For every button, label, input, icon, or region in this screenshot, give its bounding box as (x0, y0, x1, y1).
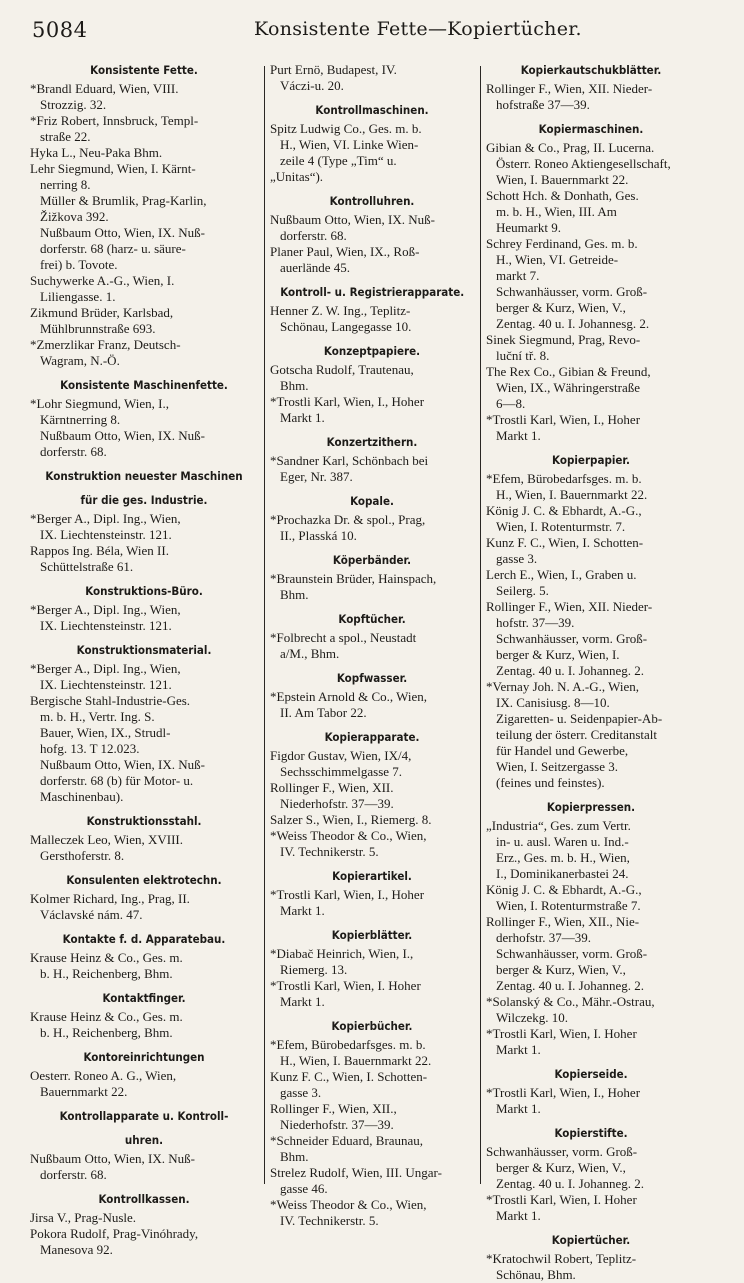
entry-line: *Lohr Siegmund, Wien, I., (30, 396, 169, 411)
entry-line: Wien, I. Rotenturmstr. 7. (496, 519, 626, 534)
category-heading: Konstruktionsmaterial. (76, 643, 212, 657)
entry-line: Schönau, Bhm. (496, 1267, 576, 1282)
entry-line: *Solanský & Co., Mähr.-Ostrau, (486, 994, 655, 1009)
entry-line: Bhm. (280, 1149, 309, 1164)
entry-line: Planer Paul, Wien, IX., Roß- (270, 244, 420, 259)
entry-line: Heumarkt 9. (496, 220, 561, 235)
entry-line: Schüttelstraße 61. (40, 559, 134, 574)
entry-line: *Efem, Bürobedarfsges. m. b. (486, 471, 642, 486)
entry-line: IV. Technikerstr. 5. (280, 844, 379, 859)
entry-line: Schott Hch. & Donhath, Ges. (486, 188, 639, 203)
entry-line: gasse 46. (280, 1181, 328, 1196)
category-heading: Kontrollkassen. (98, 1192, 190, 1206)
entry-line: Markt 1. (280, 410, 325, 425)
category-heading: Kopftücher. (338, 612, 406, 626)
category-heading: Kopierseide. (554, 1067, 628, 1081)
entry-line: *Friz Robert, Innsbruck, Templ- (30, 113, 199, 128)
entry-line: Markt 1. (496, 1042, 541, 1057)
entry-line: *Berger A., Dipl. Ing., Wien, (30, 511, 181, 526)
entry-line: Purt Ernö, Budapest, IV. (270, 62, 397, 77)
entry-line: dorferstr. 68 (harz- u. säure- (40, 241, 186, 256)
entry-line: König J. C. & Ebhardt, A.-G., (486, 503, 642, 518)
entry-line: *Trostli Karl, Wien, I., Hoher (486, 412, 641, 427)
directory-column-1 (30, 62, 258, 1257)
entry-line: Salzer S., Wien, I., Riemerg. 8. (270, 812, 432, 827)
entry-line: *Weiss Theodor & Co., Wien, (270, 1197, 427, 1212)
category-heading: Kontrollapparate u. Kontroll- (59, 1109, 229, 1123)
entry-line: *Trostli Karl, Wien, I. Hoher (270, 978, 421, 993)
entry-line: Eger, Nr. 387. (280, 469, 353, 484)
entry-line: Bauer, Wien, IX., Strudl- (40, 725, 171, 740)
entry-line: *Kratochwil Robert, Teplitz- (486, 1251, 637, 1266)
entry-line: Lerch E., Wien, I., Graben u. (486, 567, 637, 582)
entry-line: (feines und feinstes). (496, 775, 605, 790)
entry-line: luční tř. 8. (496, 348, 550, 363)
entry-line: Niederhofstr. 37—39. (280, 1117, 394, 1132)
category-heading: Kopierstifte. (554, 1126, 628, 1140)
entry-line: Oesterr. Roneo A. G., Wien, (30, 1068, 177, 1083)
entry-line: straße 22. (40, 129, 91, 144)
entry-line: Suchywerke A.-G., Wien, I. (30, 273, 175, 288)
entry-line: II., Plasská 10. (280, 528, 357, 543)
entry-line: Schwanhäusser, vorm. Groß- (486, 1144, 638, 1159)
entry-line: Rollinger F., Wien, XII., Nie- (486, 914, 640, 929)
entry-line: II. Am Tabor 22. (280, 705, 367, 720)
entry-line: Nußbaum Otto, Wien, IX. Nuß- (40, 225, 205, 240)
entry-line: derhofstr. 37—39. (496, 930, 591, 945)
entry-line: Mühlbrunnstraße 693. (40, 321, 156, 336)
entry-line: Gibian & Co., Prag, II. Lucerna. (486, 140, 655, 155)
entry-line: Markt 1. (280, 903, 325, 918)
entry-line: berger & Kurz, Wien, V., (496, 300, 626, 315)
entry-line: Schönau, Langegasse 10. (280, 319, 412, 334)
entry-line: Wilczekg. 10. (496, 1010, 569, 1025)
directory-column-3 (486, 62, 696, 1282)
entry-line: *Trostli Karl, Wien, I., Hoher (270, 394, 425, 409)
entry-line: Markt 1. (496, 1208, 541, 1223)
category-heading: Konsulenten elektrotechn. (66, 873, 222, 887)
entry-line: IV. Technikerstr. 5. (280, 1213, 379, 1228)
column-divider (480, 66, 481, 1184)
category-heading: Kontaktfinger. (102, 991, 186, 1005)
category-heading: Kopierapparate. (324, 730, 420, 744)
entry-line: Zentag. 40 u. I. Johanneg. 2. (496, 1176, 645, 1191)
entry-line: Wien, I. Rotenturmstraße 7. (496, 898, 641, 913)
entry-line: dorferstr. 68. (40, 444, 107, 459)
category-heading: Kontrolluhren. (329, 194, 415, 208)
entry-line: Müller & Brumlik, Prag-Karlin, (40, 193, 207, 208)
entry-line: *Brandl Eduard, Wien, VIII. (30, 81, 179, 96)
entry-line: H., Wien, VI. Linke Wien- (280, 137, 419, 152)
entry-line: a/M., Bhm. (280, 646, 340, 661)
category-heading: Kopierblätter. (331, 928, 413, 942)
entry-line: 6—8. (496, 396, 526, 411)
entry-line: teilung der österr. Creditanstalt (496, 727, 658, 742)
entry-line: IX. Liechtensteinstr. 121. (40, 677, 172, 692)
category-heading: für die ges. Industrie. (80, 493, 208, 507)
entry-line: Schwanhäusser, vorm. Groß- (496, 631, 648, 646)
category-heading: uhren. (124, 1133, 164, 1147)
category-heading: Köperbänder. (332, 553, 412, 567)
category-heading: Konstruktions-Büro. (85, 584, 203, 598)
entry-line: b. H., Reichenberg, Bhm. (40, 1025, 173, 1040)
entry-line: Bergische Stahl-Industrie-Ges. (30, 693, 191, 708)
entry-line: hofg. 13. T 12.023. (40, 741, 140, 756)
entry-line: Malleczek Leo, Wien, XVIII. (30, 832, 184, 847)
entry-line: Zigaretten- u. Seidenpapier-Ab- (496, 711, 663, 726)
entry-line: b. H., Reichenberg, Bhm. (40, 966, 173, 981)
entry-line: *Epstein Arnold & Co., Wien, (270, 689, 428, 704)
entry-line: markt 7. (496, 268, 540, 283)
entry-line: Strozzig. 32. (40, 97, 107, 112)
entry-line: IX. Canisiusg. 8—10. (496, 695, 610, 710)
entry-line: Žižkova 392. (40, 209, 109, 224)
entry-line: Kärntnerring 8. (40, 412, 121, 427)
entry-line: Rollinger F., Wien, XII. Nieder- (486, 81, 653, 96)
category-heading: Kontrollmaschinen. (315, 103, 429, 117)
entry-line: Erz., Ges. m. b. H., Wien, (496, 850, 630, 865)
entry-line: Sechsschimmelgasse 7. (280, 764, 403, 779)
entry-line: Wien, I. Bauernmarkt 22. (496, 172, 629, 187)
entry-line: Manesova 92. (40, 1242, 113, 1257)
category-heading: Konsistente Maschinenfette. (60, 378, 228, 392)
entry-line: gasse 3. (280, 1085, 322, 1100)
entry-line: IX. Liechtensteinstr. 121. (40, 618, 172, 633)
entry-line: „Industria“, Ges. zum Vertr. (486, 818, 631, 833)
entry-line: Kunz F. C., Wien, I. Schotten- (486, 535, 644, 550)
entry-line: Bhm. (280, 378, 309, 393)
entry-line: m. b. H., Wien, III. Am (496, 204, 617, 219)
entry-line: Nußbaum Otto, Wien, IX. Nuß- (30, 1151, 195, 1166)
entry-line: berger & Kurz, Wien, V., (496, 962, 626, 977)
entry-line: Gersthoferstr. 8. (40, 848, 125, 863)
entry-line: König J. C. & Ebhardt, A.-G., (486, 882, 642, 897)
entry-line: Kolmer Richard, Ing., Prag, II. (30, 891, 190, 906)
entry-line: auerlände 45. (280, 260, 351, 275)
entry-line: Zentag. 40 u. I. Johanneg. 2. (496, 978, 645, 993)
page-header (32, 8, 722, 48)
entry-line: berger & Kurz, Wien, V., (496, 1160, 626, 1175)
entry-line: The Rex Co., Gibian & Freund, (486, 364, 651, 379)
entry-line: Lehr Siegmund, Wien, I. Kärnt- (30, 161, 196, 176)
entry-line: *Vernay Joh. N. A.-G., Wien, (486, 679, 640, 694)
entry-line: *Trostli Karl, Wien, I., Hoher (270, 887, 425, 902)
entry-line: Strelez Rudolf, Wien, III. Ungar- (270, 1165, 442, 1180)
entry-line: „Unitas“). (270, 169, 324, 184)
entry-line: *Trostli Karl, Wien, I. Hoher (486, 1026, 637, 1041)
entry-line: Riemerg. 13. (280, 962, 348, 977)
entry-line: zeile 4 (Type „Tim“ u. (280, 153, 397, 168)
category-heading: Konstruktion neuester Maschinen (45, 469, 243, 483)
entry-line: Rollinger F., Wien, XII. (270, 780, 394, 795)
entry-line: *Schneider Eduard, Braunau, (270, 1133, 424, 1148)
entry-line: *Prochazka Dr. & spol., Prag, (270, 512, 426, 527)
entry-line: Markt 1. (280, 994, 325, 1009)
entry-line: m. b. H., Vertr. Ing. S. (40, 709, 155, 724)
running-title: Konsistente Fette—Kopiertücher. (254, 18, 582, 40)
entry-line: gasse 3. (496, 551, 538, 566)
entry-line: Markt 1. (496, 428, 541, 443)
entry-line: H., Wien, I. Bauernmarkt 22. (280, 1053, 432, 1068)
entry-line: Liliengasse. 1. (40, 289, 116, 304)
entry-line: Nußbaum Otto, Wien, IX. Nuß- (40, 428, 205, 443)
entry-line: Spitz Ludwig Co., Ges. m. b. (270, 121, 422, 136)
entry-line: hofstr. 37—39. (496, 615, 575, 630)
entry-line: *Zmerzlikar Franz, Deutsch- (30, 337, 181, 352)
entry-line: Gotscha Rudolf, Trautenau, (270, 362, 414, 377)
entry-line: Schwanhäusser, vorm. Groß- (496, 946, 648, 961)
entry-line: Seilerg. 5. (496, 583, 549, 598)
entry-line: Zentag. 40 u. I. Johannesg. 2. (496, 316, 650, 331)
entry-line: Pokora Rudolf, Prag-Vinóhrady, (30, 1226, 199, 1241)
entry-line: *Weiss Theodor & Co., Wien, (270, 828, 427, 843)
entry-line: *Berger A., Dipl. Ing., Wien, (30, 602, 181, 617)
entry-line: Wagram, N.-Ö. (40, 353, 120, 368)
category-heading: Kopierartikel. (332, 869, 412, 883)
entry-line: Hyka L., Neu-Paka Bhm. (30, 145, 163, 160)
entry-line: Bhm. (280, 587, 309, 602)
entry-line: Nußbaum Otto, Wien, IX. Nuß- (40, 757, 205, 772)
category-heading: Kopiermaschinen. (538, 122, 644, 136)
category-heading: Kopierpapier. (552, 453, 630, 467)
entry-line: Jirsa V., Prag-Nusle. (30, 1210, 137, 1225)
column-divider (264, 66, 265, 1184)
category-heading: Kopierpressen. (546, 800, 636, 814)
entry-line: Henner Z. W. Ing., Teplitz- (270, 303, 411, 318)
entry-line: Rollinger F., Wien, XII. Nieder- (486, 599, 653, 614)
entry-line: berger & Kurz, Wien, I. (496, 647, 620, 662)
entry-line: *Diabač Heinrich, Wien, I., (270, 946, 414, 961)
category-heading: Kontroll- u. Registrierapparate. (280, 285, 465, 299)
entry-line: in- u. ausl. Waren u. Ind.- (496, 834, 629, 849)
category-heading: Kontakte f. d. Apparatebau. (62, 932, 226, 946)
entry-line: *Berger A., Dipl. Ing., Wien, (30, 661, 181, 676)
entry-line: H., Wien, VI. Getreide- (496, 252, 619, 267)
entry-line: Niederhofstr. 37—39. (280, 796, 394, 811)
entry-line: frei) b. Tovote. (40, 257, 118, 272)
entry-line: Zikmund Brüder, Karlsbad, (30, 305, 174, 320)
entry-line: *Folbrecht a spol., Neustadt (270, 630, 417, 645)
entry-line: dorferstr. 68. (40, 1167, 107, 1182)
entry-line: Österr. Roneo Aktiengesellschaft, (496, 156, 671, 171)
category-heading: Kopale. (350, 494, 394, 508)
entry-line: Figdor Gustav, Wien, IX/4, (270, 748, 412, 763)
entry-line: *Braunstein Brüder, Hainspach, (270, 571, 437, 586)
entry-line: *Efem, Bürobedarfsges. m. b. (270, 1037, 426, 1052)
category-heading: Konsistente Fette. (90, 63, 198, 77)
entry-line: Wien, I. Seitzergasse 3. (496, 759, 618, 774)
entry-line: *Trostli Karl, Wien, I., Hoher (486, 1085, 641, 1100)
entry-line: Zentag. 40 u. I. Johanneg. 2. (496, 663, 645, 678)
category-heading: Konstruktionsstahl. (86, 814, 202, 828)
entry-line: Markt 1. (496, 1101, 541, 1116)
category-heading: Kopierbücher. (331, 1019, 413, 1033)
entry-line: dorferstr. 68 (b) für Motor- u. (40, 773, 194, 788)
entry-line: nerring 8. (40, 177, 91, 192)
entry-line: Krause Heinz & Co., Ges. m. (30, 950, 183, 965)
entry-line: Schrey Ferdinand, Ges. m. b. (486, 236, 638, 251)
category-heading: Kopierkautschukblätter. (520, 63, 662, 77)
entry-line: Rappos Ing. Béla, Wien II. (30, 543, 169, 558)
entry-line: Rollinger F., Wien, XII., (270, 1101, 397, 1116)
entry-line: *Trostli Karl, Wien, I. Hoher (486, 1192, 637, 1207)
entry-line: Maschinenbau). (40, 789, 124, 804)
entry-line: Václavské nám. 47. (40, 907, 143, 922)
page-number: 5084 (32, 18, 88, 42)
entry-line: IX. Liechtensteinstr. 121. (40, 527, 172, 542)
entry-line: *Sandner Karl, Schönbach bei (270, 453, 429, 468)
entry-line: Sinek Siegmund, Prag, Revo- (486, 332, 641, 347)
entry-line: Schwanhäusser, vorm. Groß- (496, 284, 648, 299)
entry-line: Wien, IX., Währingerstraße (496, 380, 640, 395)
category-heading: Kontoreinrichtungen (83, 1050, 205, 1064)
entry-line: dorferstr. 68. (280, 228, 347, 243)
entry-line: H., Wien, I. Bauernmarkt 22. (496, 487, 648, 502)
category-heading: Kopfwasser. (336, 671, 408, 685)
category-heading: Kopiertücher. (551, 1233, 631, 1247)
entry-line: für Handel und Gewerbe, (496, 743, 629, 758)
category-heading: Konzeptpapiere. (323, 344, 421, 358)
entry-line: Kunz F. C., Wien, I. Schotten- (270, 1069, 428, 1084)
directory-column-2 (270, 62, 474, 1228)
entry-line: Nußbaum Otto, Wien, IX. Nuß- (270, 212, 435, 227)
entry-line: hofstraße 37—39. (496, 97, 590, 112)
entry-line: I., Dominikanerbastei 24. (496, 866, 629, 881)
category-heading: Konzertzithern. (326, 435, 418, 449)
entry-line: Váczi-u. 20. (280, 78, 344, 93)
entry-line: Bauernmarkt 22. (40, 1084, 128, 1099)
entry-line: Krause Heinz & Co., Ges. m. (30, 1009, 183, 1024)
